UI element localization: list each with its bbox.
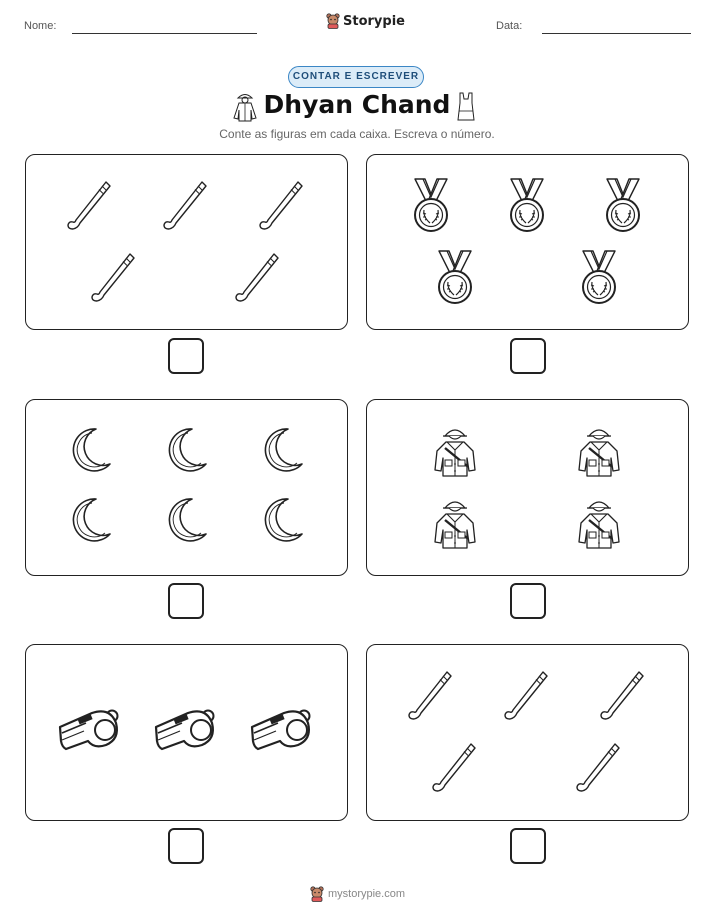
answer-box-5[interactable] <box>168 828 204 864</box>
whistle-icon <box>152 703 222 759</box>
medal-icon <box>577 249 621 307</box>
hockey-stick-icon <box>258 179 306 235</box>
footer <box>310 886 405 902</box>
crescent-moon-icon <box>162 496 210 546</box>
crescent-moon-icon <box>162 426 210 476</box>
bear-mascot-icon <box>310 886 324 902</box>
activity-badge: CONTAR E ESCREVER <box>288 66 424 88</box>
crescent-moon-icon <box>258 426 306 476</box>
jersey-deco-icon <box>456 91 476 121</box>
footer-url[interactable]: mystorypie.com <box>328 888 406 900</box>
bear-mascot-icon <box>326 13 340 29</box>
safari-uniform-icon <box>431 496 479 550</box>
count-panel-moons <box>25 399 348 576</box>
hockey-stick-icon <box>503 669 551 725</box>
whistle-icon <box>56 703 126 759</box>
answer-box-1[interactable] <box>168 338 204 374</box>
count-panel-hockey-sticks <box>25 154 348 330</box>
hockey-stick-icon <box>407 669 455 725</box>
page-title: Dhyan Chand <box>263 90 451 119</box>
hockey-stick-icon <box>575 741 623 797</box>
hockey-stick-icon <box>234 251 282 307</box>
count-panel-uniforms <box>366 399 689 576</box>
count-panel-medals <box>366 154 689 330</box>
name-line[interactable] <box>72 33 257 34</box>
name-label: Nome: <box>24 20 57 32</box>
brand-name: Storypie <box>343 13 405 29</box>
whistle-icon <box>248 703 318 759</box>
count-panel-whistles <box>25 644 348 821</box>
medal-icon <box>601 177 645 235</box>
hockey-stick-icon <box>162 179 210 235</box>
safari-uniform-icon <box>575 424 623 478</box>
medal-icon <box>409 177 453 235</box>
medal-icon <box>433 249 477 307</box>
instructions: Conte as figuras em cada caixa. Escreva o número. <box>219 127 495 141</box>
hockey-stick-icon <box>66 179 114 235</box>
crescent-moon-icon <box>66 426 114 476</box>
answer-box-2[interactable] <box>510 338 546 374</box>
crescent-moon-icon <box>258 496 306 546</box>
hockey-stick-icon <box>599 669 647 725</box>
hockey-stick-icon <box>431 741 479 797</box>
count-panel-hockey-sticks-2 <box>366 644 689 821</box>
brand-logo <box>326 13 405 29</box>
date-label: Data: <box>496 20 523 32</box>
date-line[interactable] <box>542 33 691 34</box>
crescent-moon-icon <box>66 496 114 546</box>
safari-uniform-icon <box>575 496 623 550</box>
answer-box-4[interactable] <box>510 583 546 619</box>
safari-uniform-icon <box>431 424 479 478</box>
answer-box-3[interactable] <box>168 583 204 619</box>
medal-icon <box>505 177 549 235</box>
hockey-stick-icon <box>90 251 138 307</box>
answer-box-6[interactable] <box>510 828 546 864</box>
